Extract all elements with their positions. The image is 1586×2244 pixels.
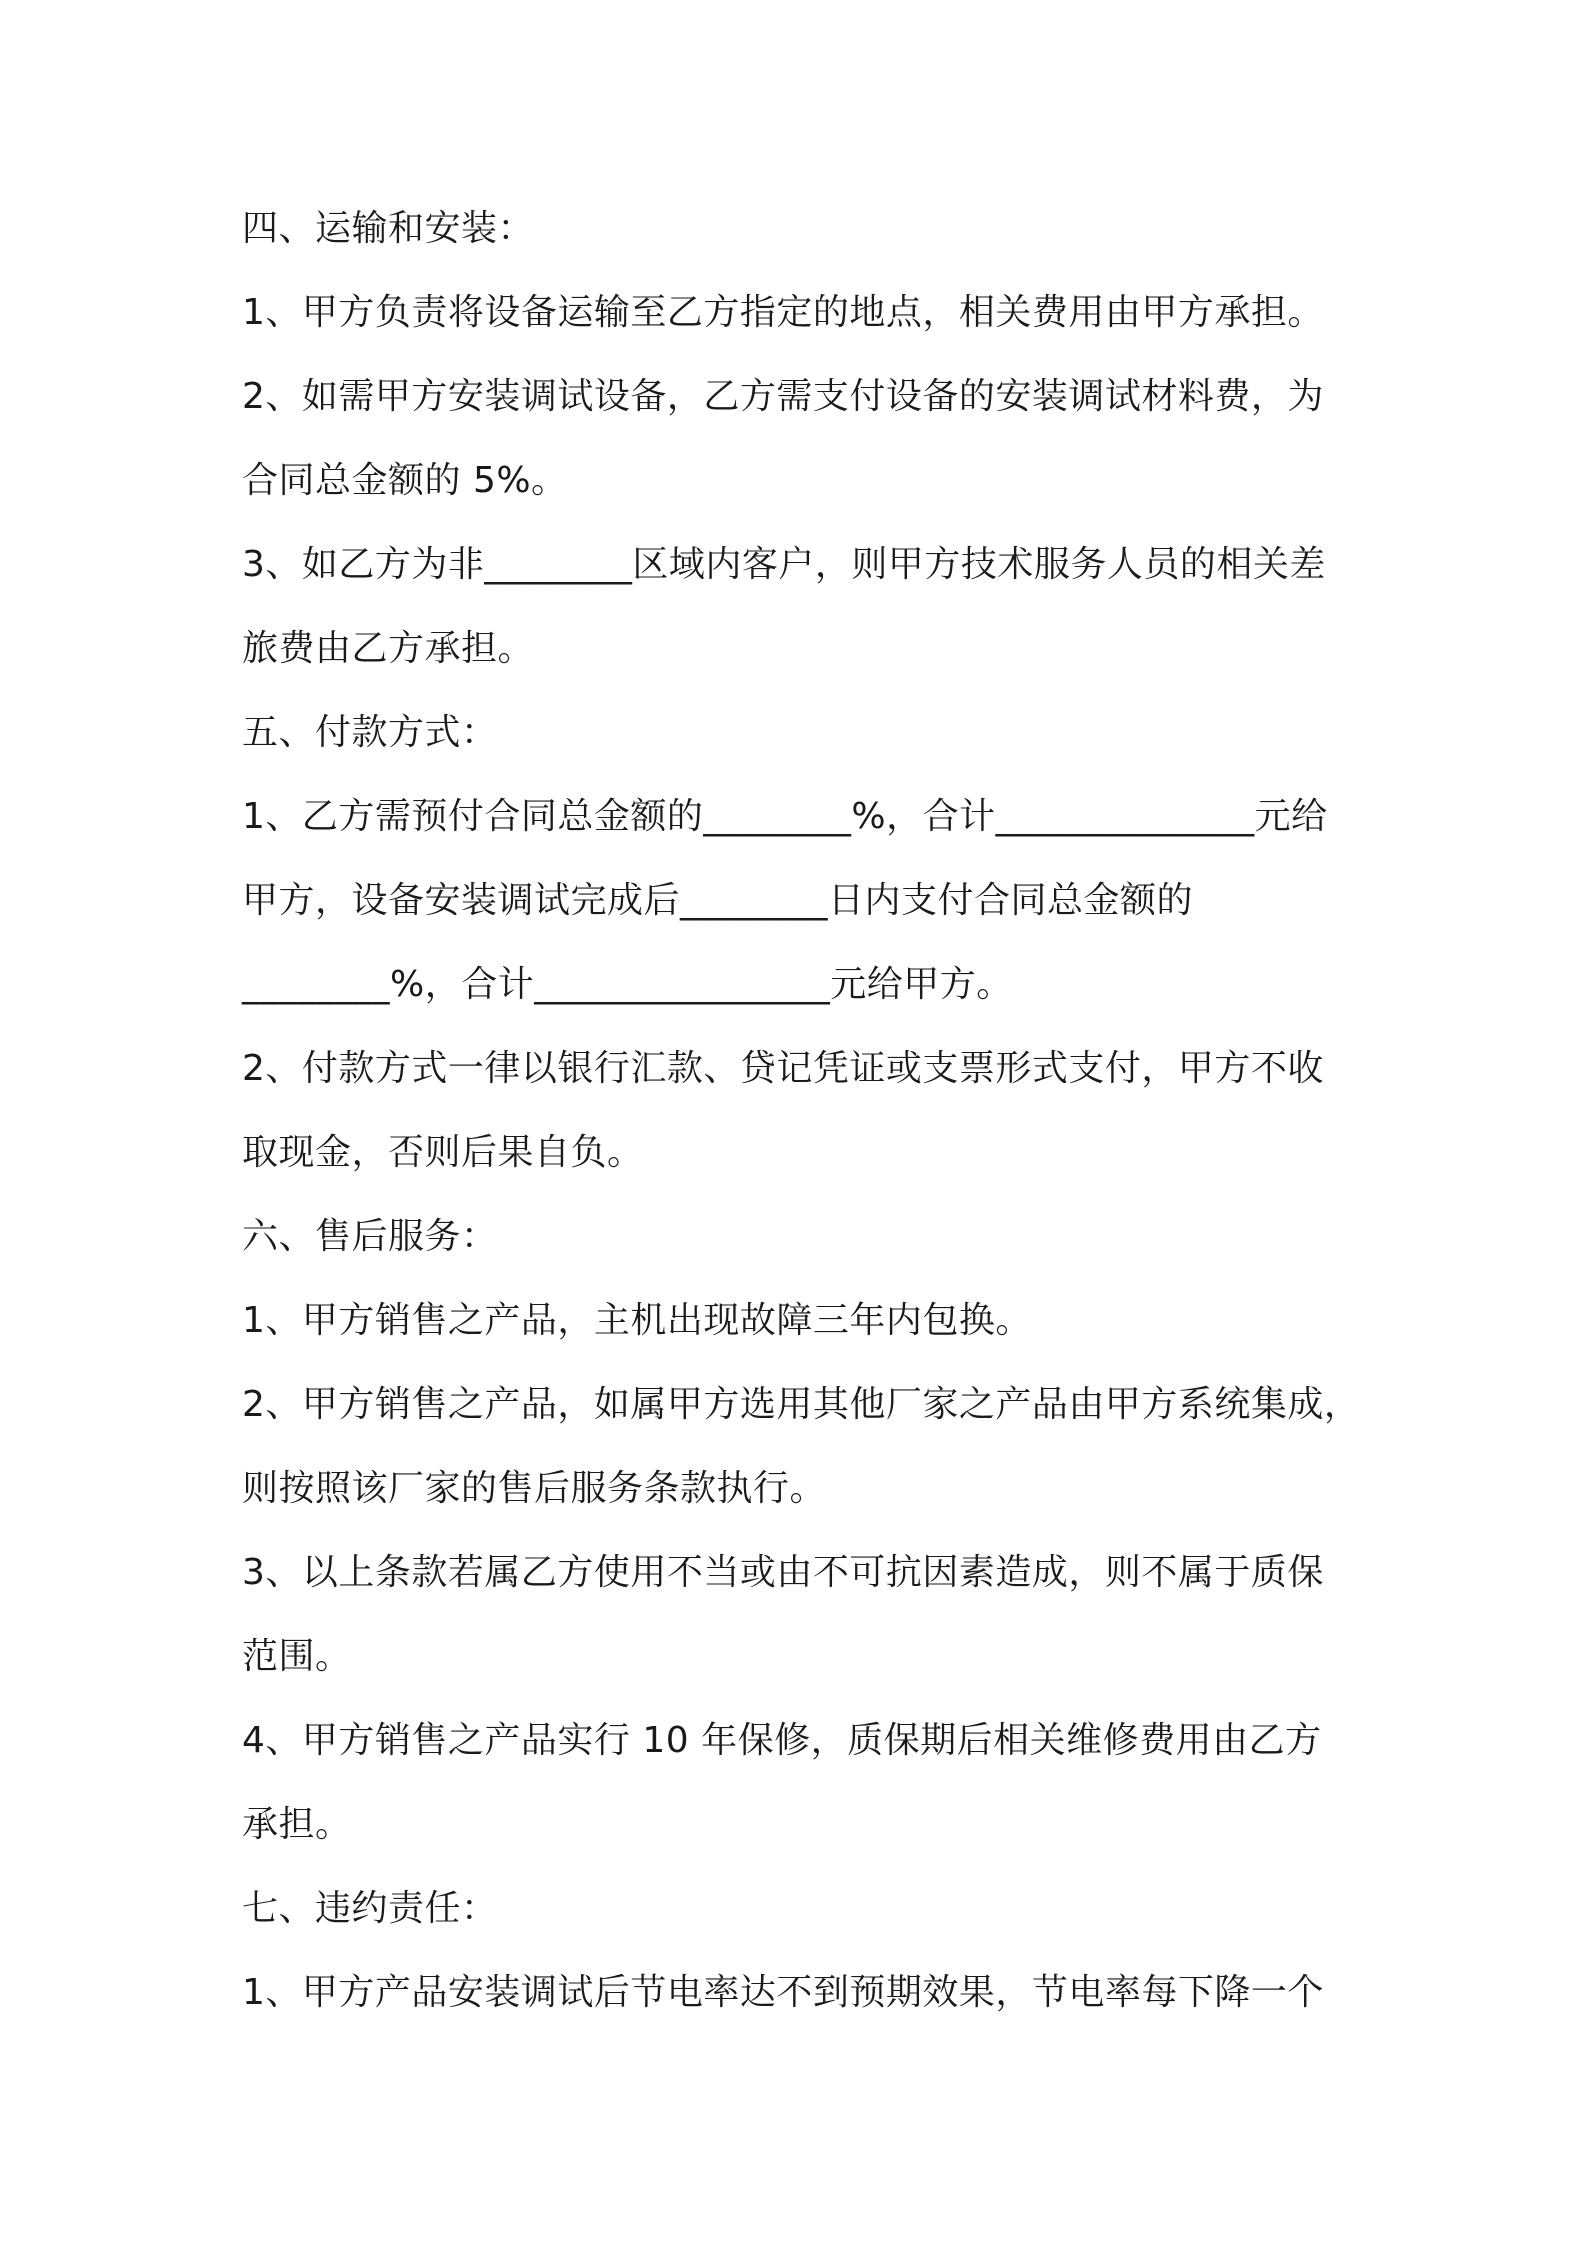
paragraph-line: 范围。 [242,1636,352,1677]
paragraph-line: 2、如需甲方安装调试设备，乙方需支付设备的安装调试材料费，为 [242,376,1324,417]
paragraph-line: 1、甲方销售之产品，主机出现故障三年内包换。 [242,1300,1032,1341]
paragraph-line: 2、付款方式一律以银行汇款、贷记凭证或支票形式支付，甲方不收 [242,1048,1324,1089]
section-heading-payment: 五、付款方式： [242,712,498,753]
paragraph-line: 4、甲方销售之产品实行 10 年保修，质保期后相关维修费用由乙方 [242,1720,1322,1761]
paragraph-line: 合同总金额的 5%。 [242,460,568,501]
paragraph-line: 承担。 [242,1804,352,1845]
paragraph-line: 1、甲方负责将设备运输至乙方指定的地点，相关费用由甲方承担。 [242,292,1324,333]
paragraph-line: ________%，合计________________元给甲方。 [242,964,1013,1005]
paragraph-line: 1、甲方产品安装调试后节电率达不到预期效果，节电率每下降一个 [242,1972,1324,2013]
section-heading-breach: 七、违约责任： [242,1888,498,1929]
section-heading-transport: 四、运输和安装： [242,208,535,249]
paragraph-line: 甲方，设备安装调试完成后________日内支付合同总金额的 [242,880,1194,921]
paragraph-line: 2、甲方销售之产品，如属甲方选用其他厂家之产品由甲方系统集成， [242,1384,1361,1425]
paragraph-line: 取现金，否则后果自负。 [242,1132,644,1173]
paragraph-line: 3、以上条款若属乙方使用不当或由不可抗因素造成，则不属于质保 [242,1552,1324,1593]
paragraph-line: 3、如乙方为非________区域内客户，则甲方技术服务人员的相关差 [242,544,1326,585]
paragraph-line: 1、乙方需预付合同总金额的________%，合计______________元给 [242,796,1328,837]
section-heading-after-sales: 六、售后服务： [242,1216,498,1257]
paragraph-line: 则按照该厂家的售后服务条款执行。 [242,1468,827,1509]
paragraph-line: 旅费由乙方承担。 [242,628,535,669]
